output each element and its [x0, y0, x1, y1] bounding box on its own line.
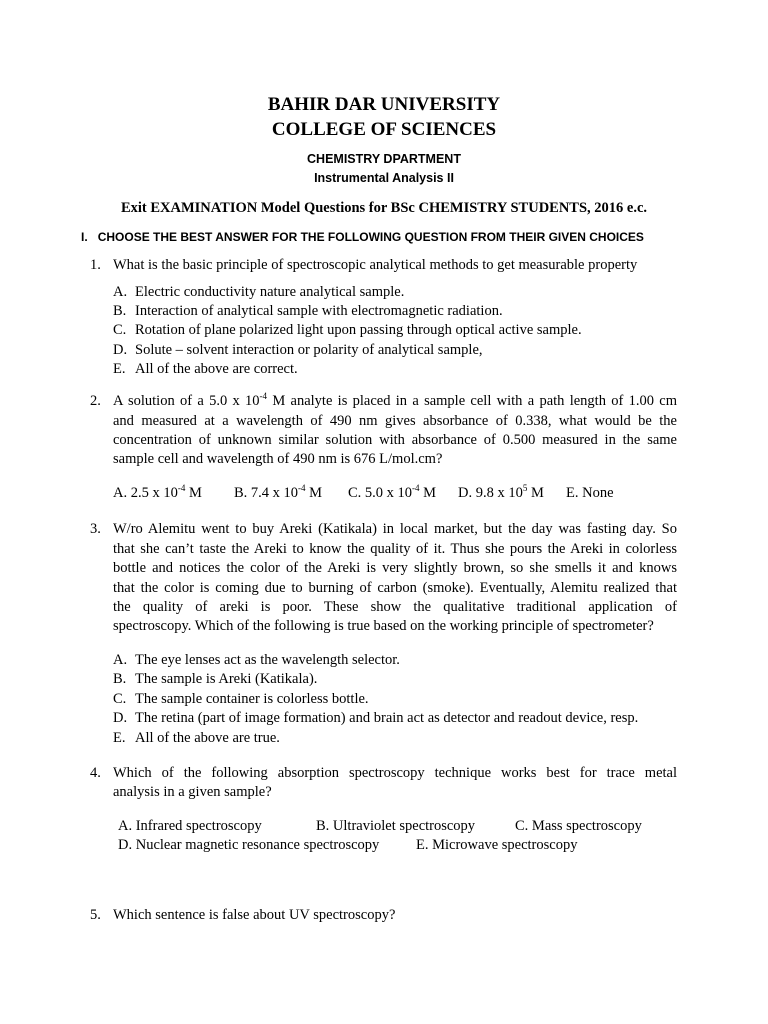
section-numeral: I.	[81, 230, 88, 244]
question-4-line: analysis in a given sample?	[113, 784, 272, 800]
college-name: COLLEGE OF SCIENCES	[271, 119, 497, 140]
option-letter: A.	[113, 652, 128, 668]
option-letter: E.	[113, 730, 126, 746]
question-3-line: bottle and notices the color of the Areki is very slightly brown, so she smells it and knows	[113, 560, 677, 576]
option-letter: B.	[113, 303, 127, 319]
option-e: E. None	[566, 485, 614, 501]
exam-title: Exit EXAMINATION Model Questions for BSc CHEMISTRY STUDENTS, 2016 e.c.	[120, 200, 648, 216]
department-name: CHEMISTRY DPARTMENT	[307, 152, 461, 166]
option-d: D. 9.8 x $10^5$ M	[458, 483, 544, 501]
option-letter: D.	[113, 710, 128, 726]
option-letter: C.	[113, 691, 127, 707]
question-3-line: W/ro Alemitu went to buy Areki (Katikala) in local market, but the day was fasting day. So	[113, 521, 677, 537]
university-name: BAHIR DAR UNIVERSITY	[267, 94, 501, 115]
option-letter: C.	[113, 322, 127, 338]
section-instruction: CHOOSE THE BEST ANSWER FOR THE FOLLOWING QUESTION FROM THEIR GIVEN CHOICES	[97, 230, 644, 244]
question-4-number: 4.	[90, 765, 101, 781]
option-c: C. 5.0 x $10^{-4}$ M	[348, 483, 437, 501]
course-name: Instrumental Analysis II	[314, 171, 454, 185]
option-text: Solute – solvent interaction or polarity of analytical sample,	[135, 342, 483, 358]
option-e: E. Microwave spectroscopy	[416, 837, 578, 853]
question-5-text: Which sentence is false about UV spectroscopy?	[113, 907, 396, 923]
option-text: Rotation of plane polarized light upon passing through optical active sample.	[135, 322, 582, 338]
option-c: C. Mass spectroscopy	[515, 818, 642, 834]
question-3-line: that she can’t taste the Areki to know the quality of it. Thus she pours the Areki in colorless	[113, 541, 677, 557]
question-2-line: and measured at a wavelength of 490 nm gives absorbance of 0.338, what would be the	[113, 413, 677, 429]
option-d: D. Nuclear magnetic resonance spectroscopy	[118, 837, 380, 853]
question-1-text: What is the basic principle of spectroscopic analytical methods to get measurable property	[113, 257, 638, 273]
question-2-line: sample cell and wavelength of 490 nm is 676 L/mol.cm?	[113, 451, 443, 467]
option-b: B. Ultraviolet spectroscopy	[316, 818, 476, 834]
question-3-line: that the color is coming due to burning of carbon (smoke). Eventually, Alemitu realized that	[113, 580, 677, 596]
question-2-number: 2.	[90, 393, 101, 409]
question-3-line: spectroscopy. Which of the following is true based on the working principle of spectrometer?	[113, 618, 654, 634]
option-text: Electric conductivity nature analytical sample.	[135, 284, 405, 300]
option-b: B. 7.4 x $10^{-4}$ M	[234, 483, 323, 501]
option-text: The eye lenses act as the wavelength selector.	[135, 652, 400, 668]
question-2-line: concentration of unknown similar solution with absorbance of 0.500 measured in the same	[113, 432, 677, 448]
option-a: A. Infrared spectroscopy	[118, 818, 262, 834]
section-heading	[81, 230, 644, 244]
question-1-number: 1.	[90, 257, 101, 273]
option-text: Interaction of analytical sample with electromagnetic radiation.	[135, 303, 503, 319]
option-letter: D.	[113, 342, 128, 358]
option-a: A. 2.5 x $10^{-4}$ M	[113, 483, 202, 501]
question-4-line: Which of the following absorption spectroscopy technique works best for trace metal	[113, 765, 677, 781]
option-text: All of the above are correct.	[135, 361, 298, 377]
option-text: The retina (part of image formation) and brain act as detector and readout device, resp.	[135, 710, 639, 726]
question-3-line: the quality of areki is poor. These show the qualitative traditional application of	[113, 599, 677, 615]
question-2-line: A solution of a 5.0 x $10^{-4}$ M analyte is placed in a sample cell with a path length of 1.00 cm	[113, 391, 677, 409]
option-text: The sample container is colorless bottle.	[135, 691, 369, 707]
option-letter: A.	[113, 284, 128, 300]
option-letter: B.	[113, 671, 127, 687]
option-text: All of the above are true.	[135, 730, 280, 746]
question-3-number: 3.	[90, 521, 101, 537]
option-text: The sample is Areki (Katikala).	[135, 671, 318, 687]
option-letter: E.	[113, 361, 126, 377]
question-5-number: 5.	[90, 907, 101, 923]
